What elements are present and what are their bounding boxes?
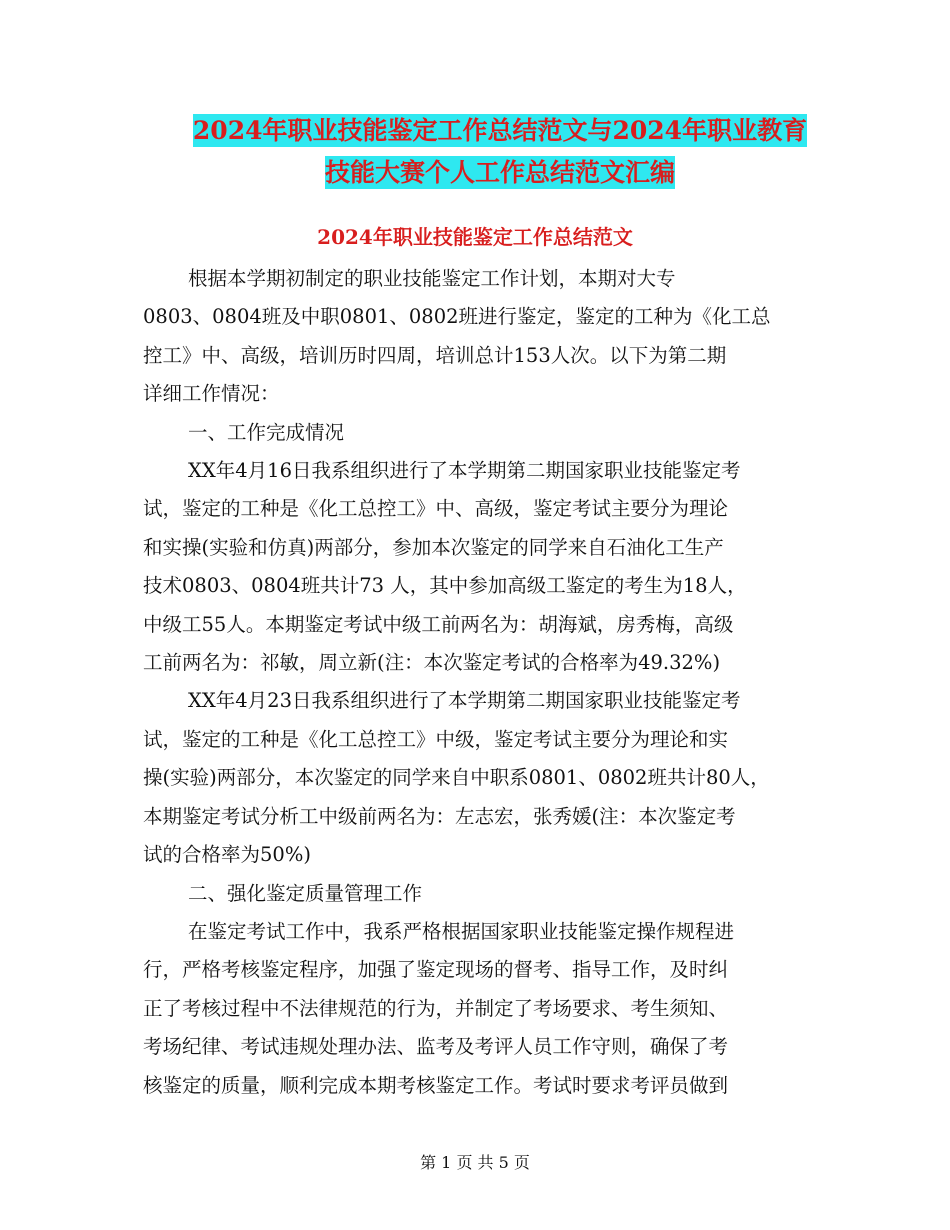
title-line-2: 技能大赛个人工作总结范文汇编 xyxy=(324,158,675,187)
page-number: 第 1 页 共 5 页 xyxy=(420,1153,530,1172)
text-line: 在鉴定考试工作中，我系严格根据国家职业技能鉴定操作规程进 xyxy=(188,919,735,943)
paragraph xyxy=(143,452,829,682)
text-line: 试，鉴定的工种是《化工总控工》中、高级，鉴定考试主要分为理论 xyxy=(143,497,729,521)
text-line: 核鉴定的质量，顺利完成本期考核鉴定工作。考试时要求考评员做到 xyxy=(143,1073,729,1097)
text-line: 详细工作情况： xyxy=(143,382,280,406)
text-line: 试的合格率为50%) xyxy=(143,843,311,867)
paragraph xyxy=(143,260,829,414)
text-line: 行，严格考核鉴定程序，加强了鉴定现场的督考、指导工作，及时纠 xyxy=(143,958,729,982)
paragraph xyxy=(143,913,829,1105)
title-line-1: 2024年职业技能鉴定工作总结范文与2024年职业教育 xyxy=(192,116,808,145)
document-title xyxy=(120,110,880,194)
text-line: XX年4月16日我系组织进行了本学期第二期国家职业技能鉴定考 xyxy=(188,459,741,483)
text-line: 二、强化鉴定质量管理工作 xyxy=(188,881,423,905)
paragraph xyxy=(143,682,829,874)
text-line: 考场纪律、考试违规处理办法、监考及考评人员工作守则，确保了考 xyxy=(143,1035,729,1059)
text-line: 0803、0804班及中职0801、0802班进行鉴定，鉴定的工种为《化工总 xyxy=(143,305,771,329)
text-line: 和实操(实验和仿真)两部分，参加本次鉴定的同学来自石油化工生产 xyxy=(143,535,724,559)
text-line: 技术0803、0804班共计73 人，其中参加高级工鉴定的考生为18人， xyxy=(143,574,747,598)
text-line: 中级工55人。本期鉴定考试中级工前两名为：胡海斌，房秀梅，高级 xyxy=(143,612,734,636)
text-line: 正了考核过程中不法律规范的行为，并制定了考场要求、考生须知、 xyxy=(143,996,729,1020)
text-line: 控工》中、高级，培训历时四周，培训总计153人次。以下为第二期 xyxy=(143,343,727,367)
text-line: 工前两名为：祁敏，周立新(注：本次鉴定考试的合格率为49.32%) xyxy=(143,651,721,675)
document-body xyxy=(143,260,829,1105)
text-line: 操(实验)两部分，本次鉴定的同学来自中职系0801、0802班共计80人， xyxy=(143,766,770,790)
section-title: 2024年职业技能鉴定工作总结范文 xyxy=(317,225,633,249)
text-line: XX年4月23日我系组织进行了本学期第二期国家职业技能鉴定考 xyxy=(188,689,741,713)
section-heading xyxy=(143,875,829,913)
text-line: 本期鉴定考试分析工中级前两名为：左志宏，张秀媛(注：本次鉴定考 xyxy=(143,804,736,828)
text-line: 试，鉴定的工种是《化工总控工》中级，鉴定考试主要分为理论和实 xyxy=(143,727,729,751)
text-line: 一、工作完成情况 xyxy=(188,420,345,444)
text-line: 根据本学期初制定的职业技能鉴定工作计划，本期对大专 xyxy=(188,267,676,290)
section-heading xyxy=(143,414,829,452)
